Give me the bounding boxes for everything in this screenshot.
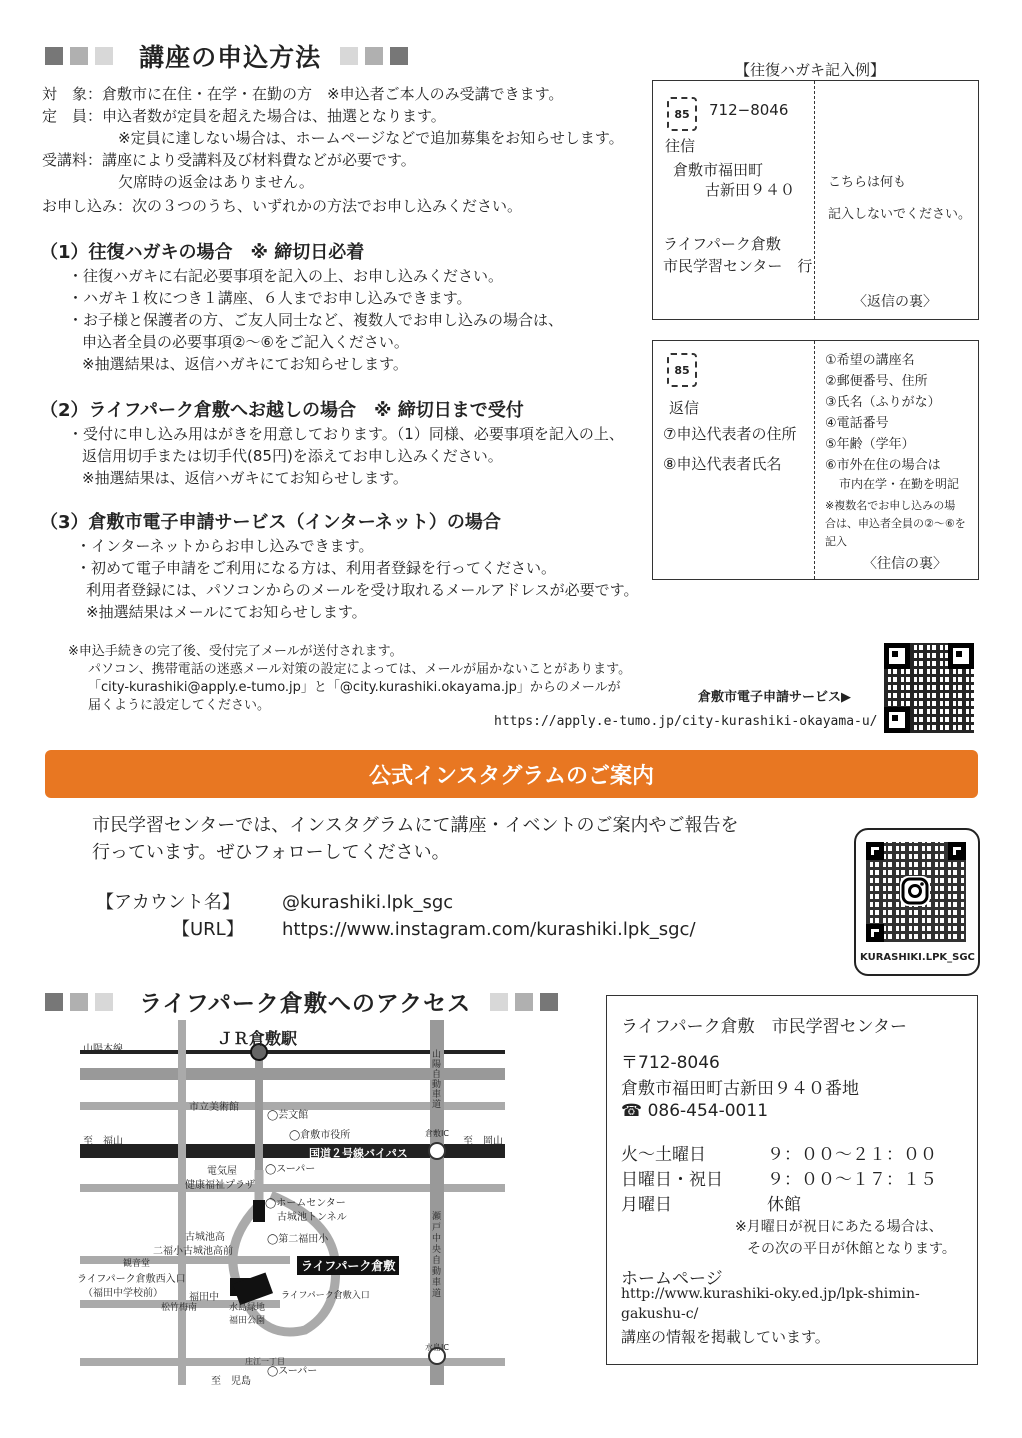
hours-time: ９：００～１７：１５	[767, 1170, 937, 1190]
required-item: 市内在学・在勤を明記	[839, 477, 960, 491]
required-item: ④電話番号	[825, 416, 889, 431]
sanyo-line-label: 山陽本線	[83, 1044, 123, 1055]
reply-caption: 〈往信の裏〉	[863, 556, 947, 572]
seto-exp-label: 瀬戸中央自動車道	[432, 1212, 442, 1299]
outgoing-to1: ライフパーク倉敷	[663, 235, 781, 253]
decor-square-icon	[490, 993, 508, 1011]
matsutake-label: 松竹梅南	[161, 1303, 198, 1313]
outgoing-back-card	[652, 340, 979, 580]
capacity-note: ※定員に達しない場合は、ホームページなどで追加募集をお知らせします。	[118, 129, 624, 147]
instagram-desc: 行っています。ぜひフォローしてください。	[92, 842, 450, 863]
card-divider	[814, 81, 815, 319]
homepage-url-cont[interactable]: gakushu-c/	[621, 1306, 699, 1322]
eservice-label: 倉敷市電子申請サービス▶	[698, 690, 851, 705]
tunnel-label: 古城池トンネル	[277, 1212, 347, 1223]
nifuku-label: 二福小古城池高前	[153, 1246, 233, 1257]
museum-label: 市立美術館	[189, 1102, 239, 1113]
facility-zip: 〒712-8046	[621, 1053, 720, 1073]
mail-note: パソコン、携帯電話の迷惑メール対策の設定によっては、メールが届かないことがあります。	[88, 662, 632, 677]
lifepark-west-label: ライフパーク倉敷西入口	[77, 1274, 186, 1285]
qr-finder-icon	[948, 643, 974, 669]
homepage-url[interactable]: http://www.kurashiki-oky.ed.jp/lpk-shimin-	[621, 1286, 920, 1302]
kenko-label: 健康福祉プラザ	[185, 1180, 255, 1191]
super1-label: ◯スーパー	[265, 1164, 316, 1175]
fee-line: 受講料：講座により受講料及び材料費などが必要です。	[42, 151, 416, 169]
stamp-value: 85	[674, 363, 690, 377]
fukuda-junior-label: 福田中	[189, 1292, 219, 1303]
reply-line8: ⑧申込代表者氏名	[663, 455, 782, 473]
required-item: ⑥市外在住の場合は	[825, 458, 941, 473]
facility-info-box	[606, 995, 978, 1365]
reply-back-card	[652, 80, 979, 320]
multi-note: 記入	[825, 535, 847, 548]
decor-square-icon	[70, 47, 88, 65]
qr-finder-icon	[948, 842, 966, 860]
outgoing-to2: 市民学習センター 行	[663, 257, 813, 275]
hours-day: 日曜日・祝日	[621, 1170, 723, 1190]
kojoike-high-label: 古城池高	[185, 1232, 225, 1243]
mail-note: ※申込手続きの完了後、受付完了メールが送付されます。	[68, 644, 403, 659]
kurashiki-ic-label: 倉敷IC	[425, 1129, 449, 1138]
outgoing-right2: 記入しないでください。	[828, 207, 972, 222]
method2-heading: （2）ライフパーク倉敷へお越しの場合 ※ 締切日まで受付	[40, 400, 524, 421]
application-section-header	[45, 38, 415, 74]
decor-square-icon	[70, 993, 88, 1011]
fukuda-junior-gate-label: （福田中学校前）	[83, 1288, 163, 1299]
decor-square-icon	[95, 993, 113, 1011]
instagram-desc: 市民学習センターでは、インスタグラムにて講座・イベントのご案内やご報告を	[92, 815, 739, 836]
outgoing-addr1: 倉敷市福田町	[673, 161, 764, 179]
closed-note: ※月曜日が祝日にあたる場合は、	[735, 1219, 943, 1235]
mizushima-ic-label: 水島IC	[425, 1343, 449, 1352]
eservice-qr-code[interactable]	[884, 643, 974, 733]
instagram-banner	[45, 750, 978, 798]
access-map	[75, 1020, 510, 1385]
closed-note: その次の平日が休館となります。	[747, 1241, 956, 1257]
apply-line: お申し込み：次の３つのうち、いずれかの方法でお申し込みください。	[42, 197, 523, 215]
method1-line: ※抽選結果は、返信ハガキにてお知らせします。	[82, 355, 408, 373]
decor-square-icon	[365, 47, 383, 65]
eservice-url[interactable]: https://apply.e-tumo.jp/city-kurashiki-okayama-u/	[494, 714, 878, 729]
lifepark-map-label: ライフパーク倉敷	[297, 1256, 399, 1275]
outgoing-right1: こちらは何も	[828, 175, 907, 190]
eligibility-line: 対 象：倉敷市に在住・在学・在勤の方 ※申込者ご本人のみ受講できます。	[42, 85, 564, 103]
facility-phone[interactable]: ☎ 086-454-0011	[621, 1101, 769, 1121]
sanyo-exp-label: 山陽自動車道	[432, 1050, 442, 1110]
lifepark-entrance-label: ライフパーク倉敷入口	[281, 1291, 370, 1301]
multi-note: ※複数名でお申し込みの場	[825, 499, 956, 512]
outgoing-zip: 712−8046	[709, 101, 789, 119]
reply-line7: ⑦申込代表者の住所	[663, 425, 797, 443]
method3-heading: （3）倉敷市電子申請サービス（インターネット）の場合	[40, 512, 501, 533]
reply-label: 返信	[669, 399, 700, 417]
required-item: ①希望の講座名	[825, 353, 915, 368]
url-label: 【URL】	[172, 919, 244, 940]
decor-square-icon	[45, 993, 63, 1011]
method3-line: ※抽選結果はメールにてお知らせします。	[86, 603, 367, 621]
multi-note: 合は、申込者全員の②～⑥を	[825, 517, 966, 530]
fukuda-elem2-label: ◯第二福田小	[267, 1234, 329, 1245]
access-title: ライフパーク倉敷へのアクセス	[139, 991, 472, 1017]
method1-line: 申込者全員の必要事項②～⑥をご記入ください。	[82, 333, 409, 351]
decor-square-icon	[45, 47, 63, 65]
required-item: ③氏名（ふりがな）	[825, 395, 941, 410]
mizushima-park-label: 水島緑地福田公園	[229, 1303, 266, 1326]
card-divider	[814, 341, 815, 579]
capacity-line: 定 員：申込者数が定員を超えた場合は、抽選となります。	[42, 107, 446, 125]
method1-heading: （1）往復ハガキの場合 ※ 締切日必着	[40, 242, 365, 263]
postcard-title: 【往復ハガキ記入例】	[735, 61, 886, 79]
qr-caption: KURASHIKI.LPK_SGC	[860, 952, 975, 963]
method1-line: ・お子様と保護者の方、ご友人同士など、複数人でお申し込みの場合は、	[68, 311, 564, 329]
qr-finder-icon	[884, 643, 910, 669]
fee-note: 欠席時の返金はありません。	[118, 173, 314, 191]
outgoing-addr2: 古新田９４０	[705, 181, 796, 199]
method3-line: 利用者登録には、パソコンからのメールを受け取れるメールアドレスが必要です。	[86, 581, 639, 599]
account-label: 【アカウント名】	[96, 892, 240, 913]
method2-line: 返信用切手または切手代(85円)を添えてお申し込みください。	[82, 447, 503, 465]
for-kojima-label: 至 児島	[211, 1376, 251, 1387]
method1-line: ・往復ハガキに右記必要事項を記入の上、お申し込みください。	[68, 267, 504, 285]
stamp-value: 85	[674, 107, 690, 121]
decor-square-icon	[340, 47, 358, 65]
facility-address: 倉敷市福田町古新田９４０番地	[621, 1079, 859, 1099]
mail-note: 「city-kurashiki@apply.e-tumo.jp」と「@city.kurashiki.okayama.jp」からのメールが	[88, 680, 621, 695]
instagram-logo-icon	[900, 876, 930, 906]
denki-label: 電気屋	[207, 1166, 237, 1177]
method3-line: ・初めて電子申請をご利用になる方は、利用者登録を行ってください。	[76, 559, 557, 577]
for-okayama-label: 至 岡山	[463, 1136, 503, 1147]
account-name[interactable]: @kurashiki.lpk_sgc	[282, 892, 454, 913]
instagram-qr-card[interactable]	[854, 828, 980, 976]
method2-line: ・受付に申し込み用はがきを用意しております。（1）同様、必要事項を記入の上、	[68, 425, 624, 443]
geinokan-label: ◯芸文館	[267, 1110, 309, 1121]
qr-finder-icon	[866, 924, 884, 942]
city-hall-label: ◯倉敷市役所	[289, 1130, 351, 1141]
outgoing-label: 往信	[665, 137, 696, 155]
decor-square-icon	[515, 993, 533, 1011]
method1-line: ・ハガキ１枚につき１講座、６人までお申し込みできます。	[68, 289, 472, 307]
instagram-url[interactable]: https://www.instagram.com/kurashiki.lpk_sgc/	[282, 919, 696, 940]
jr-station-label: ＪＲ倉敷駅	[217, 1029, 298, 1048]
hours-time: ９：００～２１：００	[767, 1145, 937, 1165]
outgoing-caption: 〈返信の裏〉	[853, 294, 937, 310]
decor-square-icon	[540, 993, 558, 1011]
for-fukuyama-label: 至 福山	[83, 1136, 123, 1147]
shoe-label: 庄江一丁目	[245, 1357, 285, 1366]
access-section-header	[45, 985, 565, 1018]
hours-time: 休館	[767, 1195, 801, 1215]
instagram-banner-title: 公式インスタグラムのご案内	[368, 763, 655, 789]
kanonji-label: 観音堂	[123, 1259, 151, 1269]
required-item: ⑤年齢（学年）	[825, 437, 915, 452]
hours-day: 火～土曜日	[621, 1145, 706, 1165]
qr-finder-icon	[884, 707, 910, 733]
bypass-label: 国道２号線バイパス	[309, 1147, 408, 1160]
application-title: 講座の申込方法	[139, 43, 322, 72]
qr-finder-icon	[866, 842, 884, 860]
method3-line: ・インターネットからお申し込みできます。	[76, 537, 374, 555]
home-center-label: ◯ホームセンター	[265, 1198, 346, 1209]
homepage-label: ホームページ	[621, 1269, 723, 1289]
homepage-note: 講座の情報を掲載しています。	[621, 1328, 830, 1346]
stamp-icon	[667, 353, 697, 387]
decor-square-icon	[390, 47, 408, 65]
stamp-icon	[667, 97, 697, 131]
mail-note: 届くように設定してください。	[88, 698, 271, 713]
required-item: ②郵便番号、住所	[825, 374, 928, 389]
super2-label: ◯スーパー	[267, 1366, 318, 1377]
facility-name: ライフパーク倉敷 市民学習センター	[621, 1017, 907, 1037]
method2-line: ※抽選結果は、返信ハガキにてお知らせします。	[82, 469, 408, 487]
decor-square-icon	[95, 47, 113, 65]
hours-day: 月曜日	[621, 1195, 672, 1215]
